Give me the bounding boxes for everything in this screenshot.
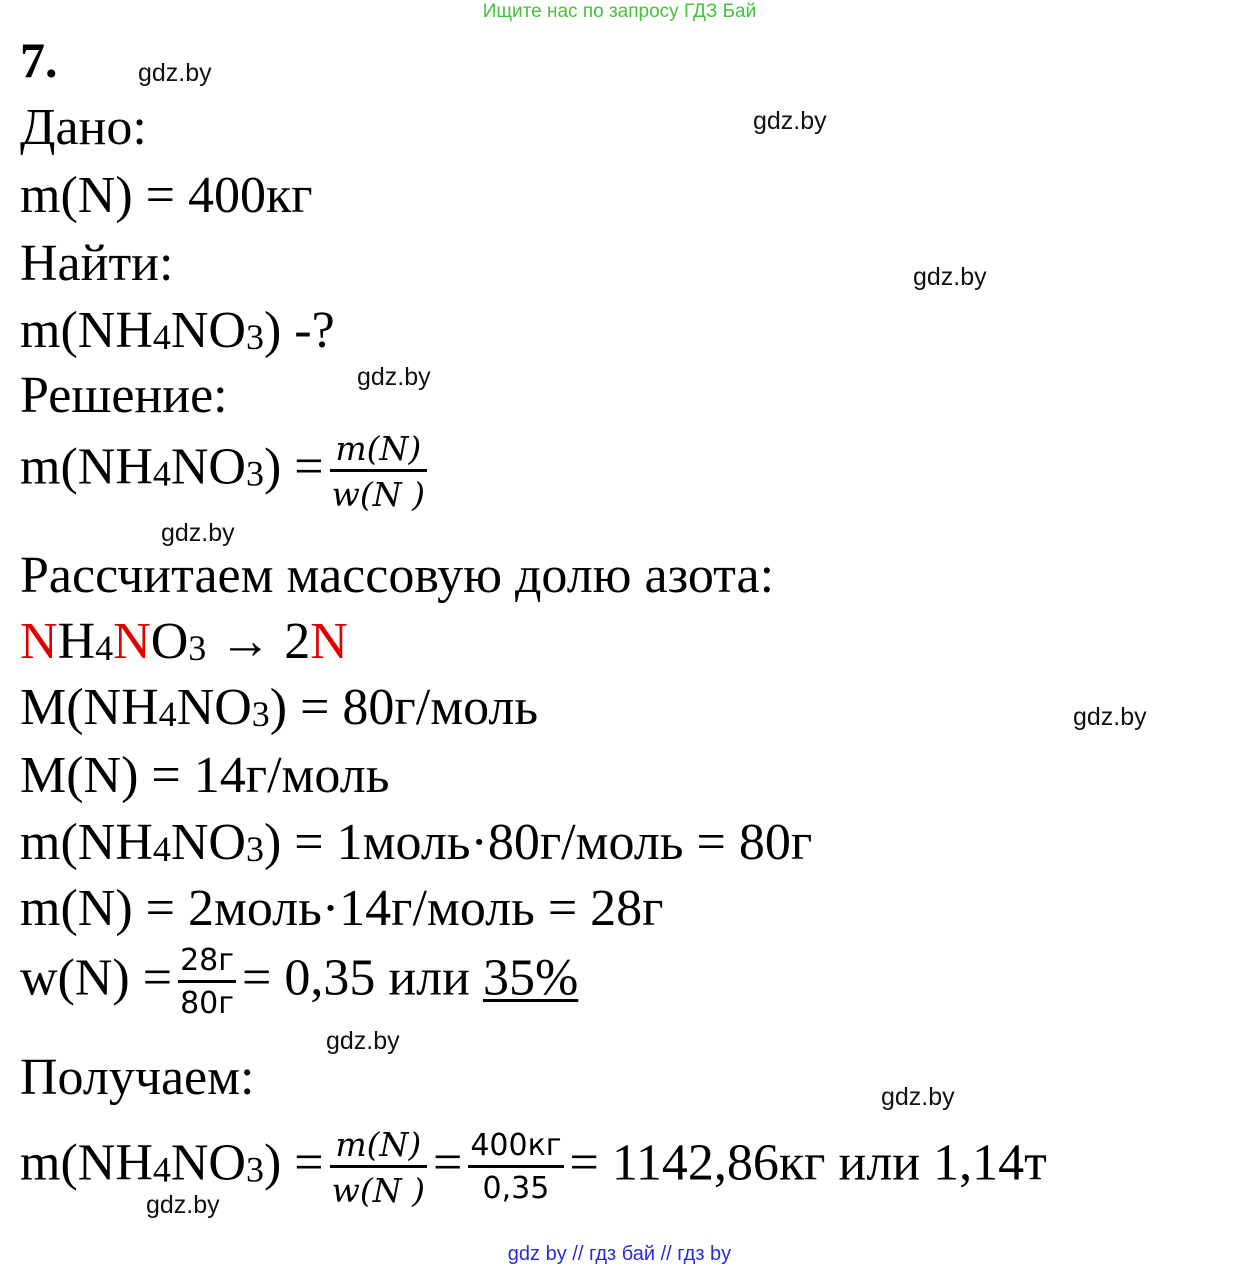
final-formula: m(NH4NO3) = $\frac{m(N)}{w(N )}$ = $\frac{400кг}{0,35}$ = 1142,86кг или 1,14т	[20, 1125, 1047, 1210]
formula-fraction: $\frac{m(N)}{w(N )}$	[331, 429, 426, 514]
solution-label: Решение:	[20, 367, 228, 424]
mass-fraction-result: 35%	[482, 949, 579, 1007]
mass-fraction-line: w(N) = $\frac{28г}{80г}$ = 0,35 или 35%	[20, 943, 579, 1021]
final-fraction-numeric: $\frac{400кг}{0,35}$	[470, 1128, 562, 1206]
watermark: gdz.by	[326, 1027, 400, 1055]
watermark: gdz.by	[913, 263, 987, 291]
mass-nitrogen: m(N) = 2моль·14г/моль = 28г	[20, 880, 664, 937]
molar-mass-nitrogen: M(N) = 14г/моль	[20, 747, 390, 804]
search-hint-link[interactable]: Ищите нас по запросу ГДЗ Бай	[482, 1, 757, 22]
molar-mass-compound: M(NH4NO3) = 80г/моль	[20, 679, 539, 736]
watermark: gdz.by	[357, 363, 431, 391]
final-fraction-symbolic: $\frac{m(N)}{w(N )}$	[331, 1125, 426, 1210]
watermark: gdz.by	[138, 59, 212, 87]
given-mass-line: m(N) = 400кг	[20, 167, 313, 224]
find-target: m(NH4NO3) -?	[20, 302, 335, 359]
watermark: gdz.by	[1073, 703, 1147, 731]
watermark: gdz.by	[161, 519, 235, 547]
general-formula: m(NH4NO3) = $\frac{m(N)}{w(N )}$	[20, 429, 426, 514]
watermark: gdz.by	[146, 1191, 220, 1219]
given-label: Дано:	[20, 99, 147, 156]
mass-fraction-heading: Рассчитаем массовую долю азота:	[20, 547, 775, 604]
watermark: gdz.by	[881, 1083, 955, 1111]
mass-compound: m(NH4NO3) = 1моль·80г/моль = 80г	[20, 814, 813, 871]
find-label: Найти:	[20, 235, 174, 292]
result-label: Получаем:	[20, 1049, 255, 1106]
reaction-scheme: NH4NO3 → 2N	[20, 613, 348, 670]
mass-fraction-fraction: $\frac{28г}{80г}$	[180, 943, 235, 1021]
footer-links[interactable]: gdz by // гдз бай // гдз by	[507, 1243, 732, 1265]
watermark: gdz.by	[753, 107, 827, 135]
task-number: 7.	[20, 32, 58, 88]
